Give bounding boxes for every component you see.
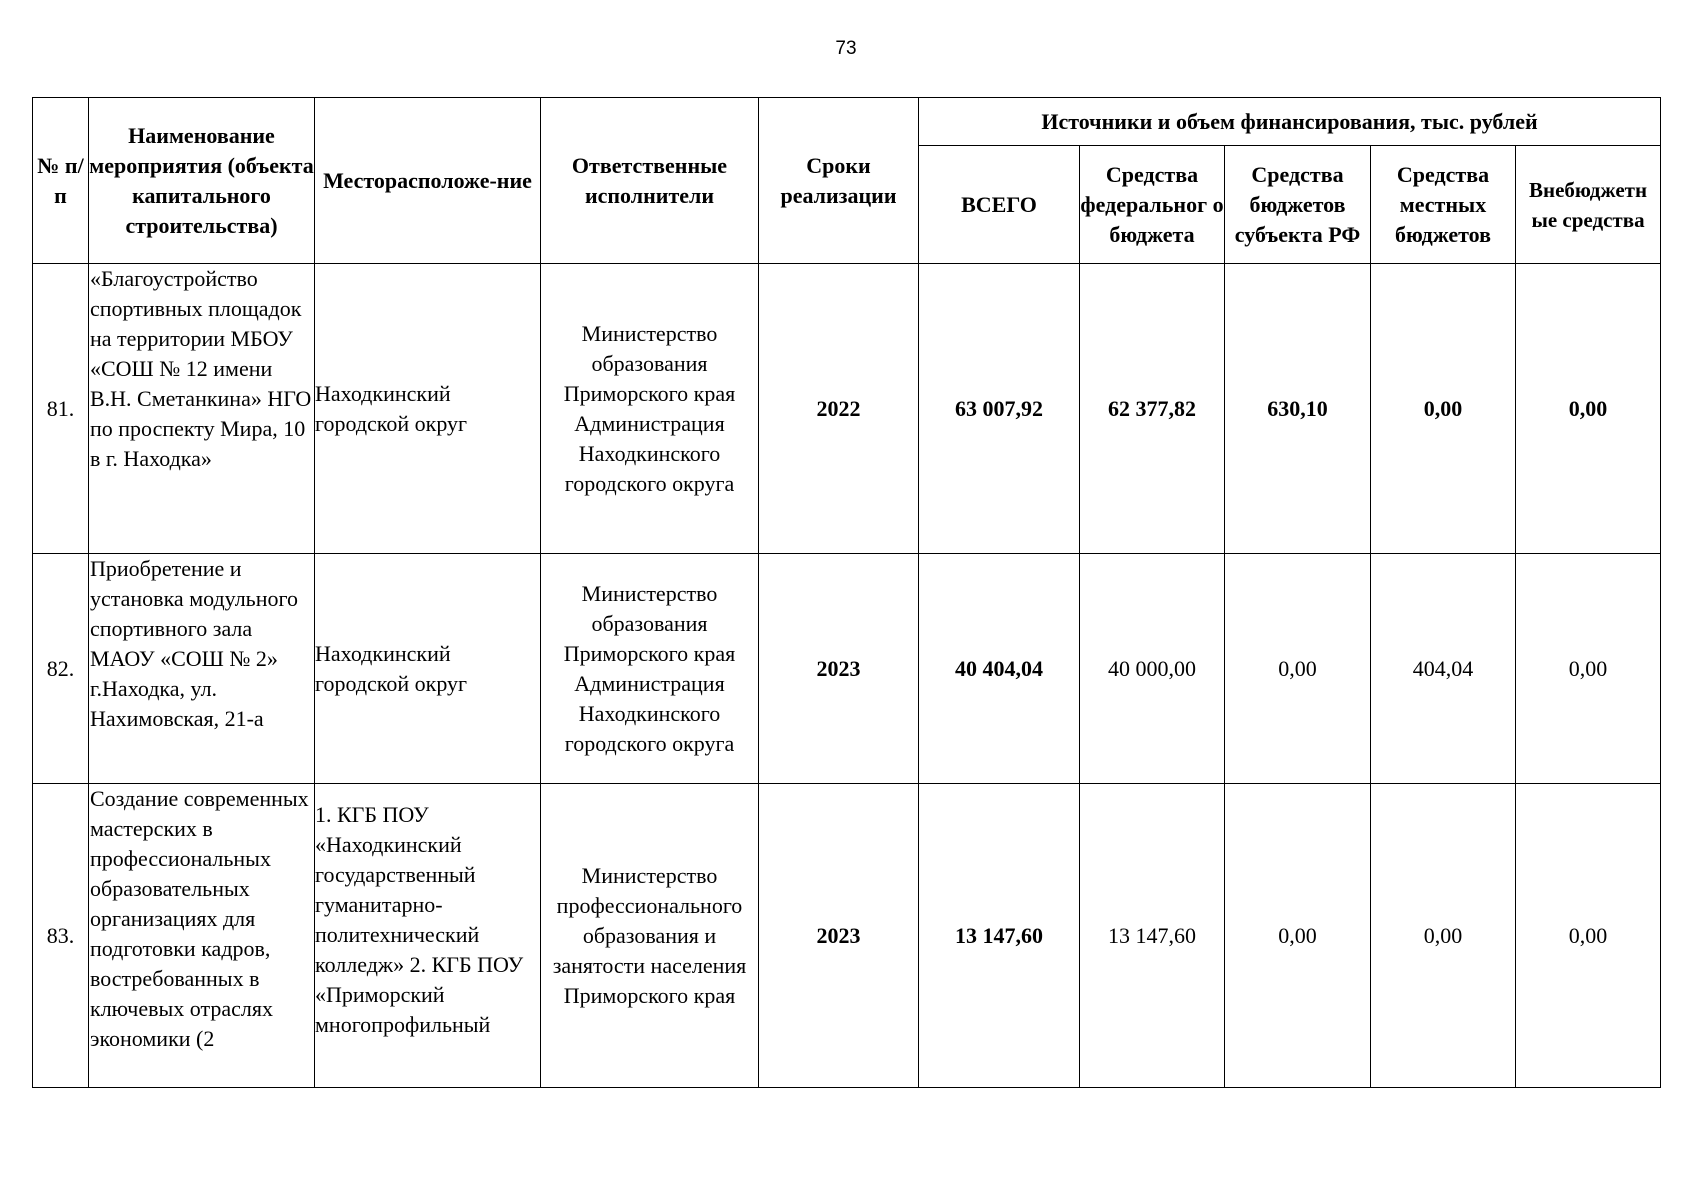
row-extra: 0,00 <box>1516 554 1661 784</box>
row-location: 1. КГБ ПОУ «Находкинский государственный гуманитарно-политехнический колледж» 2. КГБ ПОУ «Приморский многопрофильный <box>315 784 541 1088</box>
row-location: Находкинский городской округ <box>315 264 541 554</box>
row-responsible: Министерство образования Приморского края Администрация Находкинского городского округа <box>541 554 759 784</box>
row-name: Создание современных мастерских в профессиональных образовательных организациях для подготовки кадров, востребованных в ключевых отраслях экономики (2 <box>89 784 315 1088</box>
header-num: № п/п <box>33 98 89 264</box>
row-regional: 630,10 <box>1225 264 1371 554</box>
row-federal: 13 147,60 <box>1080 784 1225 1088</box>
row-total: 40 404,04 <box>919 554 1080 784</box>
header-period: Сроки реализации <box>759 98 919 264</box>
row-federal: 62 377,82 <box>1080 264 1225 554</box>
row-location: Находкинский городской округ <box>315 554 541 784</box>
row-regional: 0,00 <box>1225 784 1371 1088</box>
page-number: 73 <box>835 38 857 59</box>
header-row-1 <box>33 98 1661 146</box>
header-location: Месторасположе-ние <box>315 98 541 264</box>
header-responsible: Ответственные исполнители <box>541 98 759 264</box>
row-regional: 0,00 <box>1225 554 1371 784</box>
financing-table <box>32 97 1661 1088</box>
row-period: 2023 <box>759 784 919 1088</box>
row-total: 13 147,60 <box>919 784 1080 1088</box>
header-extra: Внебюджетн ые средства <box>1516 146 1661 264</box>
header-funding-group: Источники и объем финансирования, тыс. рублей <box>919 98 1661 146</box>
row-num: 82. <box>33 554 89 784</box>
row-name: «Благоустройство спортивных площадок на территории МБОУ «СОШ № 12 имени В.Н. Сметанкина» НГО по проспекту Мира, 10 в г. Находка» <box>89 264 315 554</box>
table-row <box>33 264 1661 554</box>
table-row <box>33 784 1661 1088</box>
row-extra: 0,00 <box>1516 264 1661 554</box>
row-period: 2023 <box>759 554 919 784</box>
table-row <box>33 554 1661 784</box>
header-total: ВСЕГО <box>919 146 1080 264</box>
row-responsible: Министерство образования Приморского края Администрация Находкинского городского округа <box>541 264 759 554</box>
row-extra: 0,00 <box>1516 784 1661 1088</box>
row-local: 0,00 <box>1371 264 1516 554</box>
row-federal: 40 000,00 <box>1080 554 1225 784</box>
row-local: 0,00 <box>1371 784 1516 1088</box>
row-period: 2022 <box>759 264 919 554</box>
row-responsible: Министерство профессионального образования и занятости населения Приморского края <box>541 784 759 1088</box>
row-num: 81. <box>33 264 89 554</box>
header-federal: Средства федеральног о бюджета <box>1080 146 1225 264</box>
header-name: Наименование мероприятия (объекта капитального строительства) <box>89 98 315 264</box>
row-name: Приобретение и установка модульного спортивного зала МАОУ «СОШ № 2» г.Находка, ул. Нахимовская, 21-а <box>89 554 315 784</box>
row-local: 404,04 <box>1371 554 1516 784</box>
header-regional: Средства бюджетов субъекта РФ <box>1225 146 1371 264</box>
row-total: 63 007,92 <box>919 264 1080 554</box>
row-num: 83. <box>33 784 89 1088</box>
header-local: Средства местных бюджетов <box>1371 146 1516 264</box>
